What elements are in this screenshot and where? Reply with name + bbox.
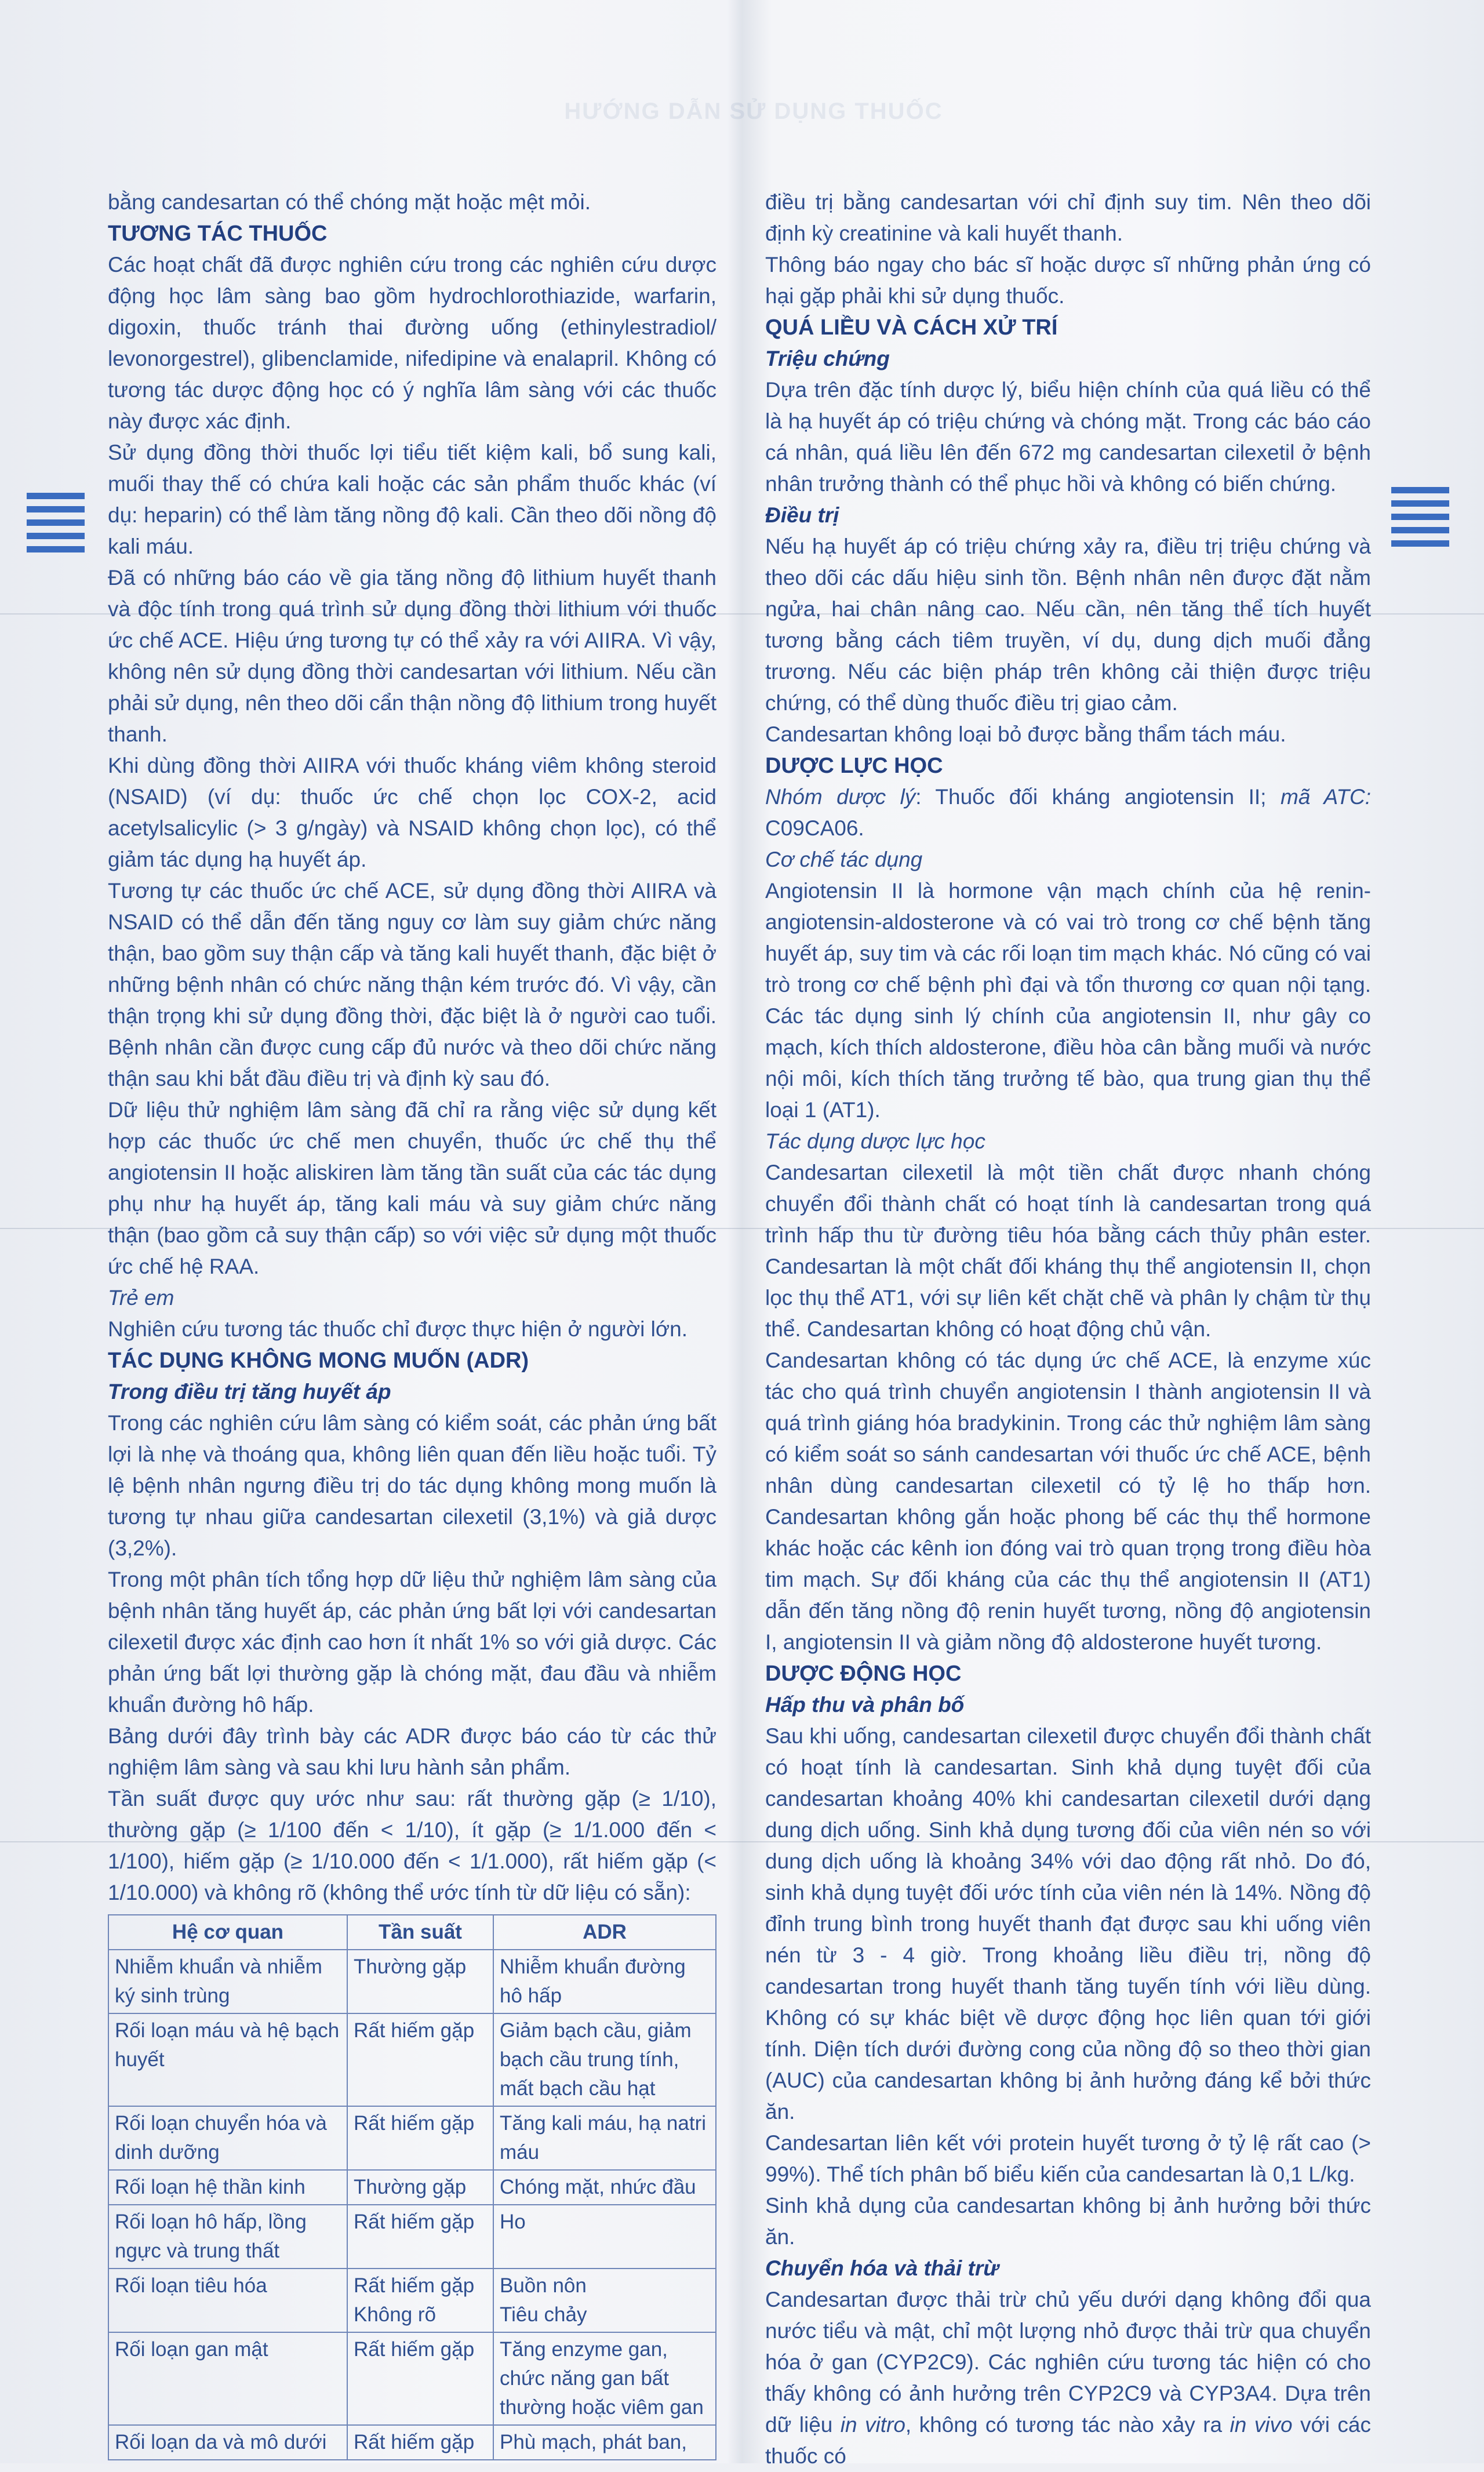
table-cell: Giảm bạch cầu, giảm bạch cầu trung tính, mất bạch cầu hạt [493,2013,716,2106]
text-run-italic: in vitro [840,2413,905,2437]
paragraph: Bảng dưới đây trình bày các ADR được báo cáo từ các thử nghiệm lâm sàng và sau khi lưu hành sản phẩm. [108,1724,716,1779]
paragraph: Nếu hạ huyết áp có triệu chứng xảy ra, điều trị triệu chứng và theo dõi các dấu hiệu sinh tồn. Bệnh nhân nên được đặt nằm ngửa, hai chân nâng cao. Nếu cần, nên tăng thể tích huyết tương bằng cách tiêm truyền, ví dụ, dung dịch muối đẳng trương. Nếu các biện pháp trên không cải thiện được triệu chứng, có thể dùng thuốc điều trị giao cảm. [765,535,1371,715]
paragraph: Sử dụng đồng thời thuốc lợi tiểu tiết kiệm kali, bổ sung kali, muối thay thế có chứa kali hoặc các sản phẩm thuốc khác (ví dụ: heparin) có thể làm tăng nồng độ kali. Cần theo dõi nồng độ kali máu. [108,441,716,558]
table-row [108,2013,716,2106]
table-row [108,2425,716,2460]
column-header: ADR [493,1915,716,1950]
table-cell: Rất hiếm gặp [347,2013,493,2106]
paragraph: Candesartan không loại bỏ được bằng thẩm tách máu. [765,722,1286,746]
subheading-metabolism: Chuyển hóa và thải trừ [765,2256,999,2280]
column-header: Tần suất [347,1915,493,1950]
paragraph: Tần suất được quy ước như sau: rất thường gặp (≥ 1/10), thường gặp (≥ 1/100 đến < 1/10), ít gặp (≥ 1/1.000 đến < 1/100), hiếm gặp (≥ 1/10.000 đến < 1/1.000), rất hiếm gặp (< 1/10.000) và không rõ (không thể ước tính từ dữ liệu có sẵn): [108,1787,716,1904]
paragraph: Khi dùng đồng thời AIIRA với thuốc kháng viêm không steroid (NSAID) (ví dụ: thuốc ức chế chọn lọc COX-2, acid acetylsalicylic (> 3 g/ngày) và NSAID không chọn lọc), có thể giảm tác dụng hạ huyết áp. [108,754,716,871]
group-text: : Thuốc đối kháng angiotensin II; [915,785,1281,809]
table-cell: Thường gặp [347,1950,493,2013]
paragraph: Sinh khả dụng của candesartan không bị ảnh hưởng bởi thức ăn. [765,2194,1371,2249]
text-run: với các thuốc có [765,2413,1371,2468]
table-cell: Ho [493,2205,716,2269]
group-label: Nhóm dược lý [765,785,916,809]
table-cell: Rối loạn da và mô dưới [108,2425,347,2460]
subheading-treatment: Điều trị [765,503,839,527]
paragraph: Sau khi uống, candesartan cilexetil được chuyển đổi thành chất có hoạt tính là candesartan. Sinh khả dụng tuyệt đối của candesartan khoảng 40% khi candesartan cilexetil dưới dạng dung dịch uống. Sinh khả dụng tương đối của viên nén so với dung dịch uống là khoảng 34% với dao động rất nhỏ. Do đó, sinh khả dụng tuyệt đối ước tính của viên nén là 14%. Nồng độ đỉnh trung bình trong huyết thanh đạt được sau khi uống viên nén từ 3 - 4 giờ. Trong khoảng liều điều trị, nồng độ candesartan trong huyết thanh tăng tuyến tính với liều dùng. Không có sự khác biệt về dược động học liên quan tới giới tính. Diện tích dưới đường cong của nồng độ so theo thời gian (AUC) của candesartan không bị ảnh hưởng đáng kể bởi thức ăn. [765,1724,1371,2124]
table-cell: Rối loạn gan mật [108,2332,347,2425]
column-header: Hệ cơ quan [108,1915,347,1950]
table-cell: Tăng kali máu, hạ natri máu [493,2106,716,2170]
bleed-through-header: HƯỚNG DẪN SỬ DỤNG THUỐC [564,99,943,124]
table-cell: Rất hiếm gặp [347,2106,493,2170]
table-cell: Nhiễm khuẩn và nhiễm ký sinh trùng [108,1950,347,2013]
paragraph: Dữ liệu thử nghiệm lâm sàng đã chỉ ra rằng việc sử dụng kết hợp các thuốc ức chế men chuyển, thuốc ức chế thụ thể angiotensin II hoặc aliskiren làm tăng tần suất của các tác dụng phụ như hạ huyết áp, tăng kali máu và suy giảm chức năng thận (bao gồm cả suy thận cấp) so với việc sử dụng một thuốc ức chế hệ RAA. [108,1098,716,1278]
table-row [108,2106,716,2170]
table-cell: Chóng mặt, nhức đầu [493,2170,716,2205]
section-heading-adr: TÁC DỤNG KHÔNG MONG MUỐN (ADR) [108,1348,529,1373]
section-heading-pharmacokinetics: DƯỢC ĐỘNG HỌC [765,1662,962,1686]
paragraph: điều trị bằng candesartan với chỉ định suy tim. Nên theo dõi định kỳ creatinine và kali huyết thanh. [765,190,1371,245]
table-cell: Rối loạn tiêu hóa [108,2269,347,2332]
table-header-row [108,1915,716,1950]
table-cell: Rất hiếm gặp Không rõ [347,2269,493,2332]
section-heading-interactions: TƯƠNG TÁC THUỐC [108,221,328,246]
table-cell: Thường gặp [347,2170,493,2205]
table-cell: Rất hiếm gặp [347,2332,493,2425]
subheading-absorption: Hấp thu và phân bố [765,1693,965,1717]
table-cell: Rối loạn chuyển hóa và dinh dưỡng [108,2106,347,2170]
paragraph: Trong các nghiên cứu lâm sàng có kiểm soát, các phản ứng bất lợi là nhẹ và thoáng qua, không liên quan đến liều hoặc tuổi. Tỷ lệ bệnh nhân ngưng điều trị do tác dụng không mong muốn là tương tự nhau giữa candesartan cilexetil (3,1%) và giả dược (3,2%). [108,1411,716,1560]
table-row [108,2269,716,2332]
table-cell: Tăng enzyme gan, chức năng gan bất thường hoặc viêm gan [493,2332,716,2425]
table-cell: Rất hiếm gặp [347,2425,493,2460]
side-registration-mark [27,493,85,552]
subheading-symptoms: Triệu chứng [765,347,890,370]
section-heading-pharmacodynamics: DƯỢC LỰC HỌC [765,754,943,778]
adr-table [108,1914,716,2460]
text-run: Candesartan được thải trừ chủ yếu dưới dạng không đổi qua nước tiểu và mật, chỉ một lượng nhỏ được thải trừ qua chuyển hóa ở gan (CYP2C9). Các nghiên cứu tương tác hiện có cho thấy không có ảnh hưởng trên CYP2C9 và CYP3A4. Dựa trên dữ liệu [765,2288,1371,2437]
table-cell: Rối loạn hệ thần kinh [108,2170,347,2205]
paragraph: Dựa trên đặc tính dược lý, biểu hiện chính của quá liều có thể là hạ huyết áp có triệu chứng và chóng mặt. Trong các báo cáo cá nhân, quá liều lên đến 672 mg candesartan cilexetil ở bệnh nhân trưởng thành có thể phục hồi và không có biến chứng. [765,378,1371,496]
table-cell: Buồn nôn Tiêu chảy [493,2269,716,2332]
paragraph: Thông báo ngay cho bác sĩ hoặc dược sĩ những phản ứng có hại gặp phải khi sử dụng thuốc. [765,253,1371,308]
section-heading-overdose: QUÁ LIỀU VÀ CÁCH XỬ TRÍ [765,315,1058,340]
paragraph [765,2284,1371,2472]
paragraph: Các hoạt chất đã được nghiên cứu trong các nghiên cứu dược động học lâm sàng bao gồm hydrochlorothiazide, warfarin, digoxin, thuốc tránh thai đường uống (ethinylestradiol/ levonorgestrel), glibenclamide, nifedipine và enalapril. Không có tương tác dược động học có ý nghĩa lâm sàng với các thuốc này được xác định. [108,253,716,433]
table-cell: Rối loạn hô hấp, lồng ngực và trung thất [108,2205,347,2269]
table-cell: Nhiễm khuẩn đường hô hấp [493,1950,716,2013]
table-cell: Rất hiếm gặp [347,2205,493,2269]
table-cell: Rối loạn máu và hệ bạch huyết [108,2013,347,2106]
paragraph: Angiotensin II là hormone vận mạch chính của hệ renin-angiotensin-aldosterone và có vai trò trong cơ chế bệnh tăng huyết áp, suy tim và các rối loạn tim mạch khác. Nó cũng có vai trò trong cơ chế bệnh phì đại và tổn thương cơ quan nội tạng. Các tác dụng sinh lý chính của angiotensin II, như gây co mạch, kích thích aldosterone, điều hòa cân bằng muối và nước nội môi, kích thích tăng trưởng tế bào, qua trung gian thụ thể loại 1 (AT1). [765,879,1371,1122]
subheading-pharmacodynamic-effects: Tác dụng dược lực học [765,1129,985,1153]
atc-label: mã ATC: [1280,785,1371,809]
paragraph: Candesartan cilexetil là một tiền chất được nhanh chóng chuyển đổi thành chất có hoạt tính là candesartan trong quá trình hấp thu từ đường tiêu hóa bằng cách thủy phân ester. Candesartan là một chất đối kháng thụ thể angiotensin II, chọn lọc thụ thể AT1, với sự liên kết chặt chẽ và phân ly chậm từ thụ thể. Candesartan không có hoạt động chủ vận. [765,1161,1371,1341]
table-row [108,2205,716,2269]
table-row [108,2332,716,2425]
left-column [108,187,716,2460]
atc-code: C09CA06. [765,816,864,840]
table-row [108,2170,716,2205]
paragraph: bằng candesartan có thể chóng mặt hoặc mệt mỏi. [108,190,591,214]
table-row [108,1950,716,2013]
paragraph: Nghiên cứu tương tác thuốc chỉ được thực hiện ở người lớn. [108,1317,688,1341]
subheading-hypertension: Trong điều trị tăng huyết áp [108,1380,391,1404]
table-cell: Phù mạch, phát ban, [493,2425,716,2460]
side-registration-mark [1391,487,1449,547]
paragraph: Đã có những báo cáo về gia tăng nồng độ lithium huyết thanh và độc tính trong quá trình sử dụng đồng thời lithium với thuốc ức chế ACE. Hiệu ứng tương tự có thể xảy ra với AIIRA. Vì vậy, không nên sử dụng đồng thời candesartan với lithium. Nếu cần phải sử dụng, nên theo dõi cẩn thận nồng độ lithium trong huyết thanh. [108,566,716,746]
paragraph: Candesartan liên kết với protein huyết tương ở tỷ lệ rất cao (> 99%). Thể tích phân bố biểu kiến của candesartan là 0,1 L/kg. [765,2131,1371,2186]
paragraph: Tương tự các thuốc ức chế ACE, sử dụng đồng thời AIIRA và NSAID có thể dẫn đến tăng nguy cơ làm suy giảm chức năng thận, bao gồm suy thận cấp và tăng kali huyết thanh, đặc biệt ở những bệnh nhân có chức năng thận kém trước đó. Vì vậy, cần thận trọng khi sử dụng đồng thời, đặc biệt là ở người cao tuổi. Bệnh nhân cần được cung cấp đủ nước và theo dõi chức năng thận sau khi bắt đầu điều trị và định kỳ sau đó. [108,879,716,1090]
subheading-children: Trẻ em [108,1286,174,1310]
text-run: , không có tương tác nào xảy ra [905,2413,1230,2437]
pharmacological-group [765,781,1371,844]
text-run-italic: in vivo [1230,2413,1293,2437]
paragraph: Candesartan không có tác dụng ức chế ACE, là enzyme xúc tác cho quá trình chuyển angiotensin I thành angiotensin II và quá trình giáng hóa bradykinin. Trong các thử nghiệm lâm sàng có kiểm soát so sánh candesartan với thuốc ức chế ACE, bệnh nhân dùng candesartan cilexetil có tỷ lệ ho thấp hơn. Candesartan không gắn hoặc phong bế các thụ thể hormone khác hoặc các kênh ion đóng vai trò quan trọng trong điều hòa tim mạch. Sự đối kháng của các thụ thể angiotensin II (AT1) dẫn đến tăng nồng độ renin huyết tương, nồng độ angiotensin I, angiotensin II và giảm nồng độ aldosterone huyết tương. [765,1348,1371,1654]
paragraph: Trong một phân tích tổng hợp dữ liệu thử nghiệm lâm sàng của bệnh nhân tăng huyết áp, các phản ứng bất lợi với candesartan cilexetil được xác định cao hơn ít nhất 1% so với giả dược. Các phản ứng bất lợi thường gặp là chóng mặt, đau đầu và nhiễm khuẩn đường hô hấp. [108,1568,716,1717]
right-column [765,187,1371,2472]
subheading-mechanism: Cơ chế tác dụng [765,848,923,871]
